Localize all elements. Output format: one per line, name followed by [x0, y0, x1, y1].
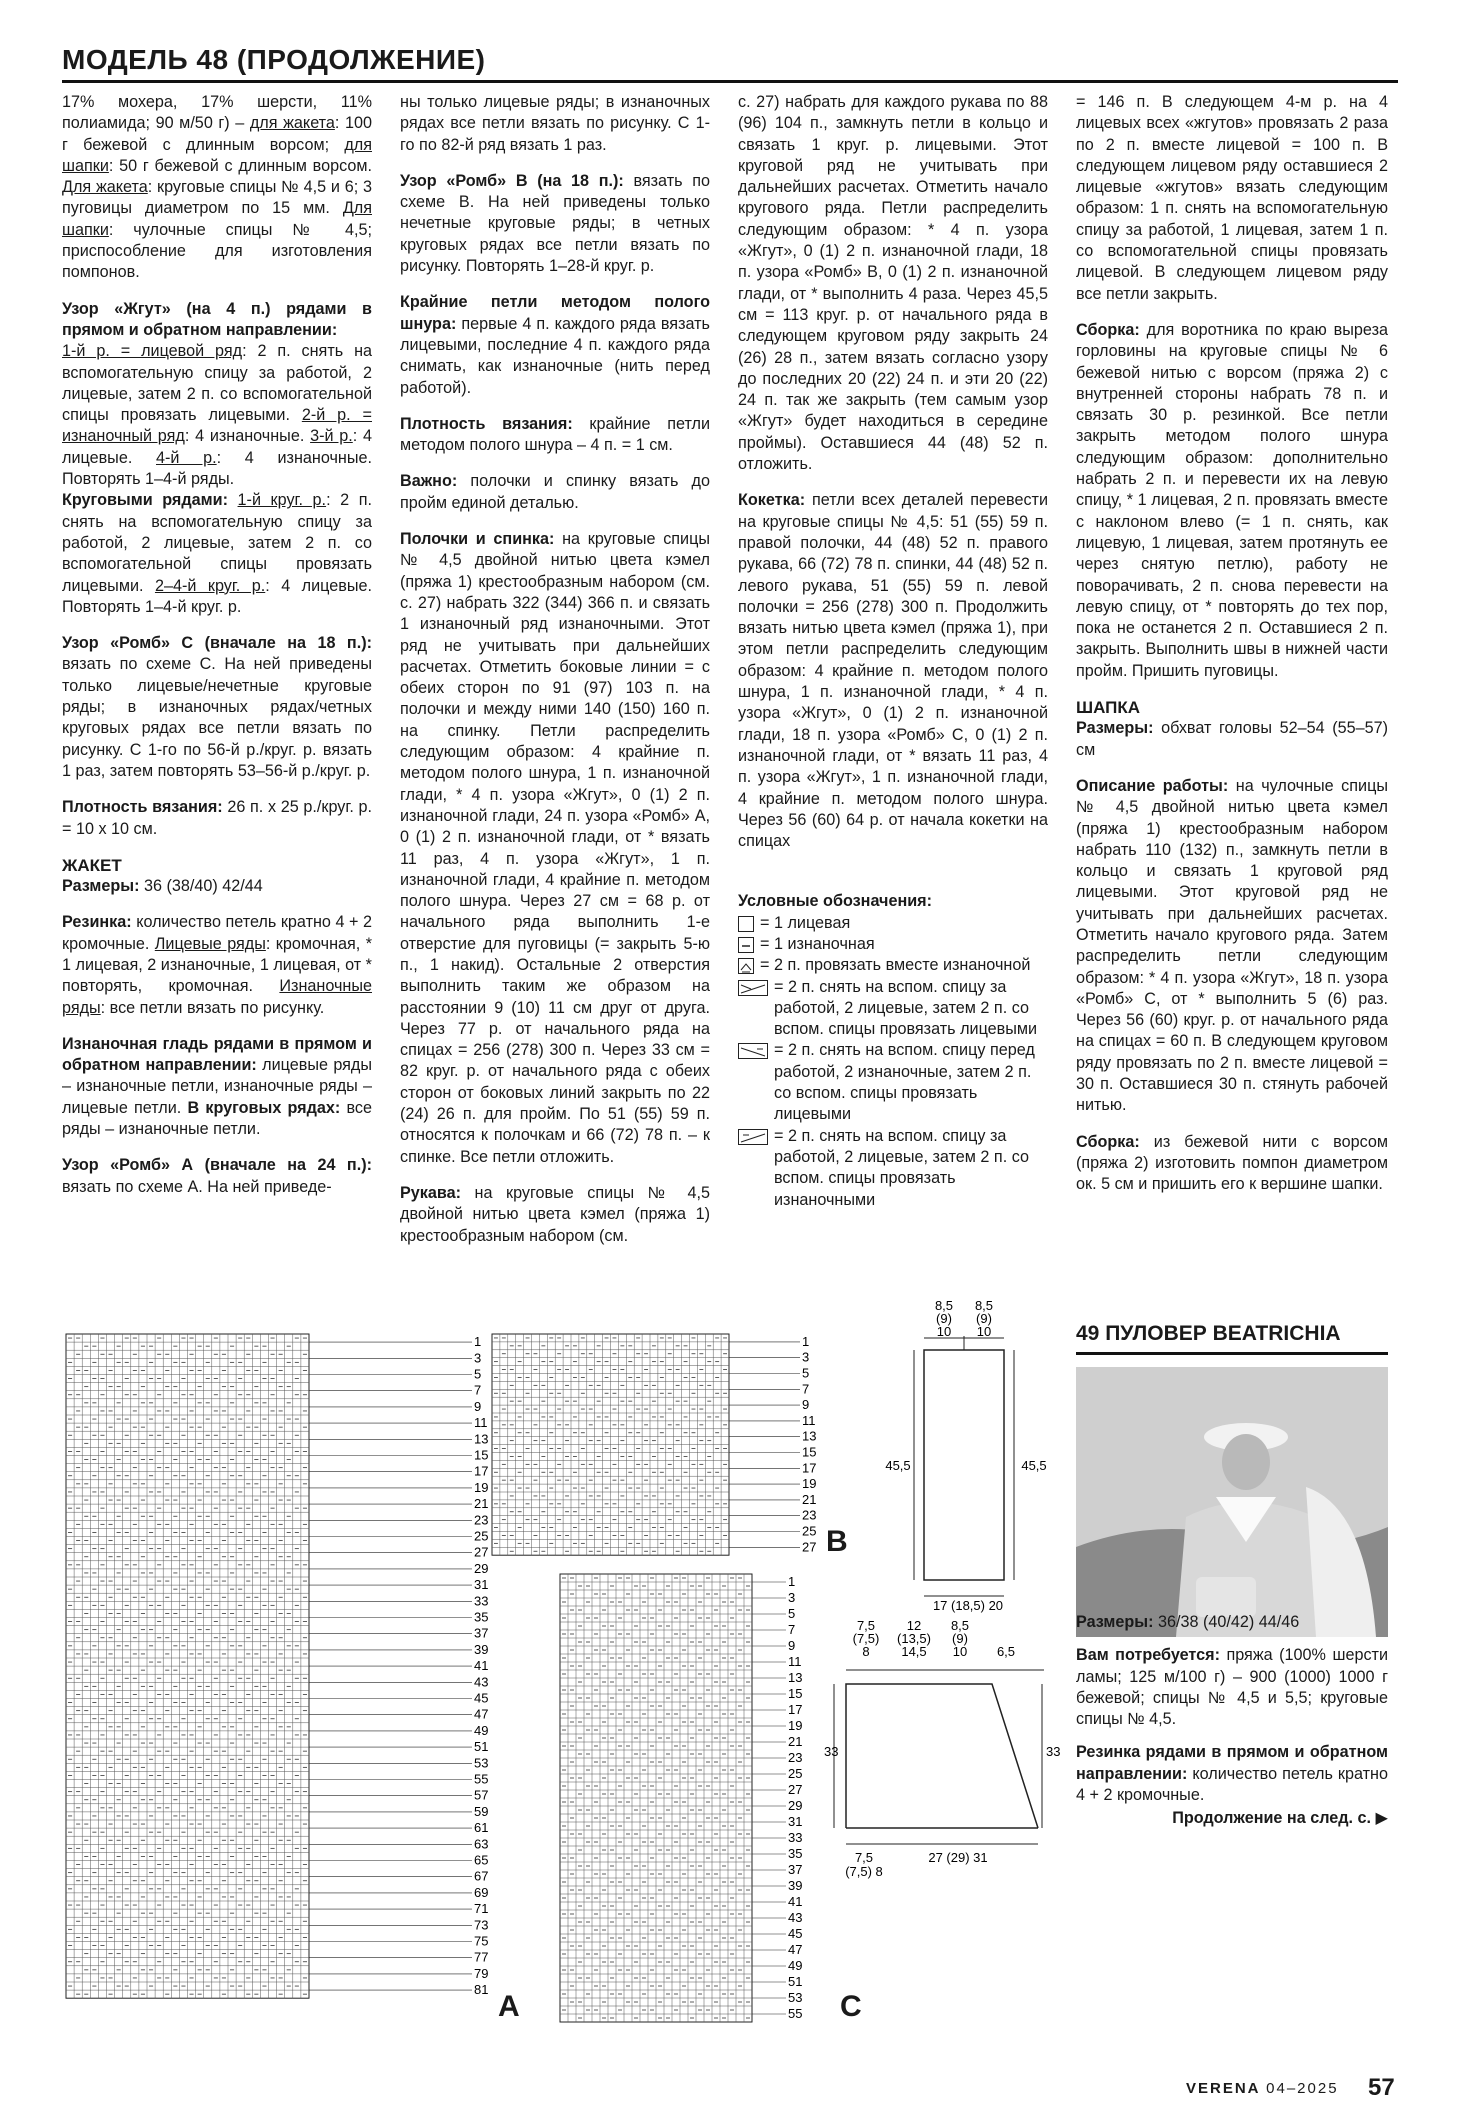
body-t3b: (9): [952, 1631, 968, 1646]
chart-c-row-label: 31: [788, 1814, 803, 1829]
cable-back-purl-symbol-icon: [738, 1129, 768, 1145]
chart-b-row-label: 25: [802, 1523, 817, 1539]
model-49-rule: [1076, 1352, 1388, 1355]
chart-a-row-label: 17: [474, 1463, 489, 1479]
rib-pattern: Резинка: количество петель кратно 4 + 2 кромочные. Лицевые ряды: кромочная, * 1 лицевая, 2 изнаночные, 1 лицевая, от * повторять, кромочная. Изнаночные ряды: все петли вязать по рисунку.: [62, 913, 372, 1017]
chart-a-row-label: 81: [474, 1982, 489, 1998]
chart-a-row-label: 7: [474, 1382, 482, 1398]
pattern-romb-a: Узор «Ромб» А (вначале на 24 п.): вязать по схеме А. На ней приведе-: [62, 1156, 372, 1196]
model-49-title: 49 ПУЛОВЕР BEATRICHIA: [1076, 1322, 1341, 1345]
chart-c-row-label: 11: [788, 1654, 802, 1669]
chart-c-label: C: [840, 1990, 862, 2023]
chart-c-row-label: 17: [788, 1702, 803, 1717]
chart-a-row-label: 57: [474, 1787, 489, 1803]
jacket-sizes: Размеры: 36 (38/40) 42/44: [62, 877, 263, 896]
column-4: [1076, 92, 1388, 1196]
continued-link[interactable]: Продолжение на след. с. ▶: [1172, 1809, 1388, 1828]
chart-a-row-label: 79: [474, 1965, 489, 1981]
legend-purl: = 1 изнаночная: [738, 934, 1048, 955]
purl-symbol-icon: [738, 937, 754, 953]
chart-c-row-label: 45: [788, 1926, 803, 1941]
legend-title: Условные обозначения:: [738, 892, 933, 911]
chart-a-row-label: 13: [474, 1431, 489, 1447]
chart-b-row-label: 27: [802, 1539, 817, 1555]
chart-a-row-label: 49: [474, 1722, 489, 1738]
chart-a-row-label: 53: [474, 1755, 489, 1771]
chart-b-row-label: 23: [802, 1507, 817, 1523]
sleeve-top1c: 10: [936, 1324, 952, 1339]
chart-c-row-label: 49: [788, 1958, 803, 1973]
section-jacket: ЖАКЕТ: [62, 855, 122, 875]
legend-cable-back: = 2 п. снять на вспом. спицу за работой, 2 лицевые, затем 2 п. со вспом. спицы провязать лицевыми: [738, 977, 1048, 1041]
chart-b-label: B: [826, 1525, 848, 1558]
chart-b-row-label: 15: [802, 1444, 817, 1460]
body-t2b: (13,5): [897, 1631, 931, 1646]
column-3: [738, 92, 1048, 1211]
model-49-materials: Вам потребуется: пряжа (100% шерсти ламы; 125 м/100 г) – 900 (1000) 1000 г бежевой; спицы № 4,5 и 5,5; круговые спицы № 4,5.: [1076, 1646, 1389, 1729]
body-height-right: 33: [1046, 1744, 1061, 1759]
pattern-romb-b: Узор «Ромб» В (на 18 п.): вязать по схеме В. На ней приведены только нечетные круговые ряды; в четных круговых рядах все петли вязать по рисунку. Повторять 1–28-й круг. р.: [400, 171, 710, 276]
chart-a-row-label: 51: [474, 1739, 489, 1755]
legend-cable-front-purl: = 2 п. снять на вспом. спицу перед работой, 2 изнаночные, затем 2 п. со вспом. спицы провязать лицевыми: [738, 1040, 1048, 1125]
cable-back-symbol-icon: [738, 980, 768, 996]
chart-c-row-label: 39: [788, 1878, 803, 1893]
body-t2c: 14,5: [901, 1644, 927, 1659]
sleeve-height-left: 45,5: [885, 1458, 911, 1473]
chart-a-row-label: 11: [474, 1415, 488, 1431]
pattern-zhgut: Узор «Жгут» (на 4 п.) рядами в прямом и обратном направлении: 1-й р. = лицевой ряд: 2 п. снять на вспомогательную спицу за работой, 2 лицевые, затем 2 п. со вспомогательной спицы провязать лицевыми. 2-й р. = изнаночный ряд: 4 изнаночные. 3-й р.: 4 лицевые. 4-й р.: 4 изнаночные. Повторять 1–4-й ряды. Круговыми рядами: 1-й круг. р.: 2 п. снять на вспомогательную спицу за работой, 2 лицевые, затем 2 п. со вспомогательной спицы провязать лицевыми. 2–4-й круг. р.: 4 лицевые. Повторять 1–4-й круг. р.: [62, 299, 373, 616]
body-t1c: 8: [862, 1644, 870, 1659]
chart-c-row-label: 33: [788, 1830, 803, 1845]
chart-c-row-label: 19: [788, 1718, 803, 1733]
body-b2: 27 (29) 31: [928, 1850, 988, 1865]
page-title: МОДЕЛЬ 48 (ПРОДОЛЖЕНИЕ): [62, 44, 486, 75]
assembly: Сборка: для воротника по краю выреза горловины на круговые спицы № 6 бежевой нитью с ворсом (пряжа 2) с внутренней стороны набрать 78 п. и связать 30 р. резинкой. Все петли закрыть методом полого шнура следующим образом: дополнительно набрать 2 п. и перевести их на левую спицу, * 1 лицевая, 2 п. провязать вместе с наклоном влево (= 1 п. снять, как лицевую, 1 лицевая, затем протянуть ее через снятую петлю), работу не поворачивать, 2 п. снова перевести на левую спицу, от * повторять до тех пор, пока не останется 2 п. Оставшиеся 2 п. закрыть. Выполнить швы в нижней части пройм. Пришить пуговицы.: [1076, 320, 1388, 680]
page-number: 57: [1368, 2074, 1395, 2101]
chart-a-row-label: 55: [474, 1771, 489, 1787]
chart-a-row-label: 23: [474, 1512, 489, 1528]
sleeve-top1b: (9): [936, 1311, 952, 1326]
chart-a-row-label: 65: [474, 1852, 489, 1868]
chart-c-row-label: 23: [788, 1750, 803, 1765]
chart-a: [60, 1330, 500, 2030]
body-t1b: (7,5): [852, 1631, 880, 1646]
hat-sizes: Размеры: обхват головы 52–54 (55–57) см: [1076, 719, 1388, 759]
chart-c-row-label: 55: [788, 2006, 803, 2021]
sleeve-top2: 8,5: [974, 1298, 994, 1313]
chart-a-row-label: 41: [474, 1658, 489, 1674]
chart-a-row-label: 5: [474, 1366, 482, 1382]
chart-a-row-label: 77: [474, 1949, 489, 1965]
chart-a-row-label: 9: [474, 1398, 482, 1414]
chart-a-row-label: 73: [474, 1917, 489, 1933]
chart-a-row-label: 29: [474, 1560, 489, 1576]
chart-c-row-label: 1: [788, 1574, 796, 1589]
chart-a-row-label: 19: [474, 1479, 489, 1495]
chart-a-row-label: 45: [474, 1690, 489, 1706]
chart-a-row-label: 71: [474, 1901, 489, 1917]
sleeve-top1: 8,5: [934, 1298, 954, 1313]
important-note: Важно: полочки и спинку вязать до пройм единой деталью.: [400, 472, 710, 512]
chart-b-row-label: 17: [802, 1460, 817, 1476]
chart-c-row-label: 5: [788, 1606, 796, 1621]
model-figure-icon: [1076, 1367, 1388, 1637]
hat-assembly: Сборка: из бежевой нити с ворсом (пряжа 2) изготовить помпон диаметром ок. 5 см и пришить его к вершине шапки.: [1076, 1132, 1388, 1194]
sleeve-top2b: (9): [976, 1311, 992, 1326]
chart-a-label: A: [498, 1990, 520, 2023]
body-t1: 7,5: [856, 1618, 876, 1633]
model-49-block: [1076, 1322, 1388, 1637]
density-edge: Плотность вязания: крайние петли методом полого шнура – 4 п. = 1 см.: [400, 414, 711, 455]
density: Плотность вязания: 26 п. х 25 р./круг. р. = 10 х 10 см.: [62, 798, 372, 838]
column-2: [400, 92, 710, 1247]
chart-b: [490, 1330, 830, 1570]
legend-knit: = 1 лицевая: [738, 913, 1048, 934]
chart-a-row-label: 33: [474, 1593, 489, 1609]
chart-a-row-label: 47: [474, 1706, 489, 1722]
chart-a-row-label: 59: [474, 1803, 489, 1819]
cable-front-symbol-icon: [738, 1043, 768, 1059]
legend-cable-back-purl: = 2 п. снять на вспом. спицу за работой, 2 лицевые, затем 2 п. со вспом. спицы провязать изнаночными: [738, 1126, 1048, 1211]
chart-c-row-label: 41: [788, 1894, 803, 1909]
chart-a-row-label: 69: [474, 1884, 489, 1900]
sleeve-top2c: 10: [976, 1324, 992, 1339]
p2tog-symbol-icon: [738, 958, 754, 974]
reverse-stockinette: Изнаночная гладь рядами в прямом и обратном направлении: лицевые ряды – изнаночные петли, изнаночные ряды – лицевые петли. В круговых рядах: все ряды – изнаночные петли.: [62, 1034, 372, 1139]
knit-symbol-icon: [738, 916, 754, 932]
chart-a-row-label: 21: [474, 1496, 489, 1512]
chart-a-row-label: 27: [474, 1544, 489, 1560]
chart-a-row-label: 43: [474, 1674, 489, 1690]
body-t3: 8,5: [950, 1618, 970, 1633]
chart-c-row-label: 29: [788, 1798, 803, 1813]
chart-c-row-label: 53: [788, 1990, 803, 2005]
body-t3c: 10: [952, 1644, 968, 1659]
header-rule: [62, 80, 1398, 83]
fronts-back: Полочки и спинка: на круговые спицы № 4,5 двойной нитью цвета кэмел (пряжа 1) крестообразным набором (см. с. 27) набрать 322 (344) 366 п. и связать 1 изнаночный ряд изнаночными. Этот ряд не учитывать при дальнейших расчетах. Отметить боковые линии = с обеих сторон по 91 (97) 103 п. на полочки и между ними 140 (150) 160 п. на спинку. Петли распределить следующим образом: 4 крайние п. методом полого шнура, 1 п. изнаночной глади, * 4 п. узора «Жгут», 0 (1) 2 п. изнаночной глади, 24 п. узора «Ромб» А, 0 (1) 2 п. изнаночной глади, от * вязать 11 раз, 4 п. узора «Жгут», 1 п. изнаночной глади, 4 крайние п. методом полого шнура. Через 27 см = 68 р. от начального ряда выполнить 1-е отверстие для пуговицы (= закрыть 5-ю п., 1 накид). Остальные 2 отверстия выполнить таким же образом на расстоянии 9 (10) 11 см друг от друга. Через 77 р. от начального ряда на спицах = 256 (278) 300 п. Через 33 см = 82 круг. р. от начального ряда с обеих сторон от боковых линий закрыть по 22 (24) 26 п. для пройм. По 51 (55) 59 п. относятся к полочкам и 66 (72) 78 п. – к спинке. Все петли отложить.: [400, 530, 710, 1166]
chart-c-row-label: 3: [788, 1590, 796, 1605]
chart-a-row-label: 35: [474, 1609, 489, 1625]
chart-b-row-label: 1: [802, 1333, 810, 1349]
body-schematic: [824, 1618, 1061, 1918]
edge-stitches: Крайние петли методом полого шнура: первые 4 п. каждого ряда вязать лицевыми, последние 4 п. каждого ряда снимать, как изнаночные (нить перед работой).: [400, 293, 710, 397]
yoke-cont: = 146 п. В следующем 4-м р. на 4 лицевых всех «жгутов» провязать 2 раза по 2 п. вместе лицевой = 100 п. В следующем лицевом ряду оставшиеся 2 лицевые «жгутов» вязать следующим образом: 1 п. снять на вспомогательную спицу за работой, 1 лицевая, затем 1 п. со вспомогательной спицы провязать лицевой. В следующем лицевом ряду все петли закрыть.: [1076, 93, 1388, 303]
model-49-text: [1076, 1612, 1388, 1830]
chart-c-row-label: 43: [788, 1910, 803, 1925]
chart-b-row-label: 5: [802, 1365, 810, 1381]
chart-a-row-label: 61: [474, 1820, 489, 1836]
chart-b-row-label: 13: [802, 1428, 817, 1444]
legend-p2tog: = 2 п. провязать вместе изнаночной: [738, 955, 1048, 976]
sleeve-height-right: 45,5: [1021, 1458, 1047, 1473]
chart-a-row-label: 39: [474, 1641, 489, 1657]
chart-c-row-label: 47: [788, 1942, 803, 1957]
romb-a-cont: ны только лицевые ряды; в изнаночных рядах все петли вязать по рисунку. С 1-го по 82-й ряд вязать 1 раз.: [400, 93, 710, 154]
chart-b-row-label: 7: [802, 1381, 810, 1397]
hat-description: Описание работы: на чулочные спицы № 4,5 двойной нитью цвета кэмел (пряжа 1) крестообразным набором набрать 110 (132) п., замкнуть петли в кольцо и связать 1 круговой ряд лицевыми. Этот круговой ряд не учитывать при дальнейших расчетах. Отметить начало кругового ряда. Затем распределить петли следующим образом: * 4 п. узора «Жгут», 18 п. узора «Ромб» С, от * выполнить 5 (6) раз. Через 56 (60) круг. р. от начального ряда на спицах = 60 п. В следующем круговом ряду провязать по 2 п. вместе лицевой = 30 п. Оставшиеся 30 п. стянуть рабочей нитью.: [1076, 776, 1388, 1115]
chart-a-row-label: 15: [474, 1447, 489, 1463]
chart-b-row-label: 19: [802, 1476, 817, 1492]
chart-c-row-label: 21: [788, 1734, 803, 1749]
sleeve-bottom: 17 (18,5) 20: [932, 1598, 1004, 1613]
chart-c-row-label: 15: [788, 1686, 803, 1701]
chart-a-row-label: 3: [474, 1350, 482, 1366]
body-height-left: 33: [824, 1744, 839, 1759]
section-hat: ШАПКА: [1076, 698, 1141, 718]
chart-a-row-label: 37: [474, 1625, 489, 1641]
model-49-rib: Резинка рядами в прямом и обратном направлении: количество петель кратно 4 + 2 кромочные.: [1076, 1743, 1388, 1805]
body-b1b: (7,5) 8: [845, 1864, 883, 1879]
chart-c-row-label: 37: [788, 1862, 803, 1877]
chart-c-row-label: 7: [788, 1622, 796, 1637]
body-t4: 6,5: [996, 1644, 1016, 1659]
footer-brand: VERENA 04–2025: [1186, 2080, 1339, 2097]
chart-a-row-label: 63: [474, 1836, 489, 1852]
chart-b-row-label: 21: [802, 1491, 817, 1507]
sleeves: Рукава: на круговые спицы № 4,5 двойной нитью цвета кэмел (пряжа 1) крестообразным набором (см.: [400, 1183, 710, 1245]
body-t2: 12: [906, 1618, 922, 1633]
chart-a-row-label: 67: [474, 1868, 489, 1884]
chart-c-row-label: 51: [788, 1974, 803, 1989]
sleeves-cont: с. 27) набрать для каждого рукава по 88 (96) 104 п., замкнуть петли в кольцо и связать 1 круг. р. лицевыми. Этот круговой ряд не учитывать при дальнейших расчетах. Отметить начало кругового ряда. Петли распределить следующим образом: * 4 п. узора «Жгут», 0 (1) 2 п. изнаночной глади, 18 п. узора «Ромб» В, 0 (1) 2 п. изнаночной глади, от * выполнить 4 раза. Через 45,5 см = 113 круг. р. от начального ряда в следующем круговом ряду закрыть 24 (26) 28 п., затем вязать согласно узору до последних 20 (22) 24 п. и эти 20 (22) 24 п. так же закрыть (тем самым узор «Жгут» будет находиться в середине проймы). Оставшиеся 44 (48) 52 п. отложить.: [738, 93, 1048, 474]
model-49-sizes: Размеры: 36/38 (40/42) 44/46: [1076, 1613, 1300, 1631]
sleeve-schematic: [850, 1296, 1080, 1636]
chart-b-row-label: 9: [802, 1397, 810, 1413]
chart-c-row-label: 9: [788, 1638, 796, 1653]
chart-c-row-label: 27: [788, 1782, 803, 1797]
pattern-romb-c: Узор «Ромб» С (вначале на 18 п.): вязать по схеме С. На ней приведены только лицевые/нечетные круговые ряды; в изнаночных рядах/четных круговых рядах все петли вязать по рисунку. С 1-го по 56-й р./круг. р. вязать 1 раз, затем повторять 53–56-й р./круг. р.: [62, 634, 372, 780]
chart-c: [536, 1570, 856, 2030]
chart-a-row-label: 75: [474, 1933, 489, 1949]
body-b1: 7,5: [854, 1850, 874, 1865]
materials-text: 17% мохера, 17% шерсти, 11% полиамида; 90 м/50 г) – для жакета: 100 г бежевой с длинным ворсом; для шапки: 50 г бежевой с длинным ворсом. Для жакета: круговые спицы № 4,5 и 6; 3 пуговицы диаметром по 15 мм. Для шапки: чулочные спицы № 4,5; приспособление для изготовления помпонов.: [62, 93, 372, 282]
chart-b-row-label: 3: [802, 1349, 810, 1365]
chart-c-row-label: 35: [788, 1846, 803, 1861]
chart-a-row-label: 31: [474, 1577, 489, 1593]
chart-b-row-label: 11: [802, 1412, 816, 1428]
yoke: Кокетка: петли всех деталей перевести на круговые спицы № 4,5: 51 (55) 59 п. правой полочки, 44 (48) 52 п. правого рукава, 66 (72) 78 п. спинки, 44 (48) 52 п. левого рукава, 51 (55) 59 п. левой полочки = 256 (278) 300 п. Продолжить вязать нитью цвета кэмел (пряжа 1), при этом петли распределить следующим образом: 4 крайние п. методом полого шнура, 1 п. изнаночной глади, * 4 п. узора «Жгут», 0 (1) 2 п. изнаночной глади, 18 п. узора «Ромб» С, 0 (1) 2 п. изнаночной глади, от * вязать 11 раз, 4 п. узора «Жгут», 1 п. изнаночной глади, 4 крайние п. методом полого шнура. Через 56 (60) 64 р. от начала кокетки на спицах: [738, 491, 1048, 851]
chart-a-row-label: 1: [474, 1334, 482, 1350]
chart-a-row-label: 25: [474, 1528, 489, 1544]
chart-c-row-label: 25: [788, 1766, 803, 1781]
column-1: [62, 92, 372, 1198]
model-photo: [1076, 1367, 1388, 1637]
chart-c-row-label: 13: [788, 1670, 803, 1685]
